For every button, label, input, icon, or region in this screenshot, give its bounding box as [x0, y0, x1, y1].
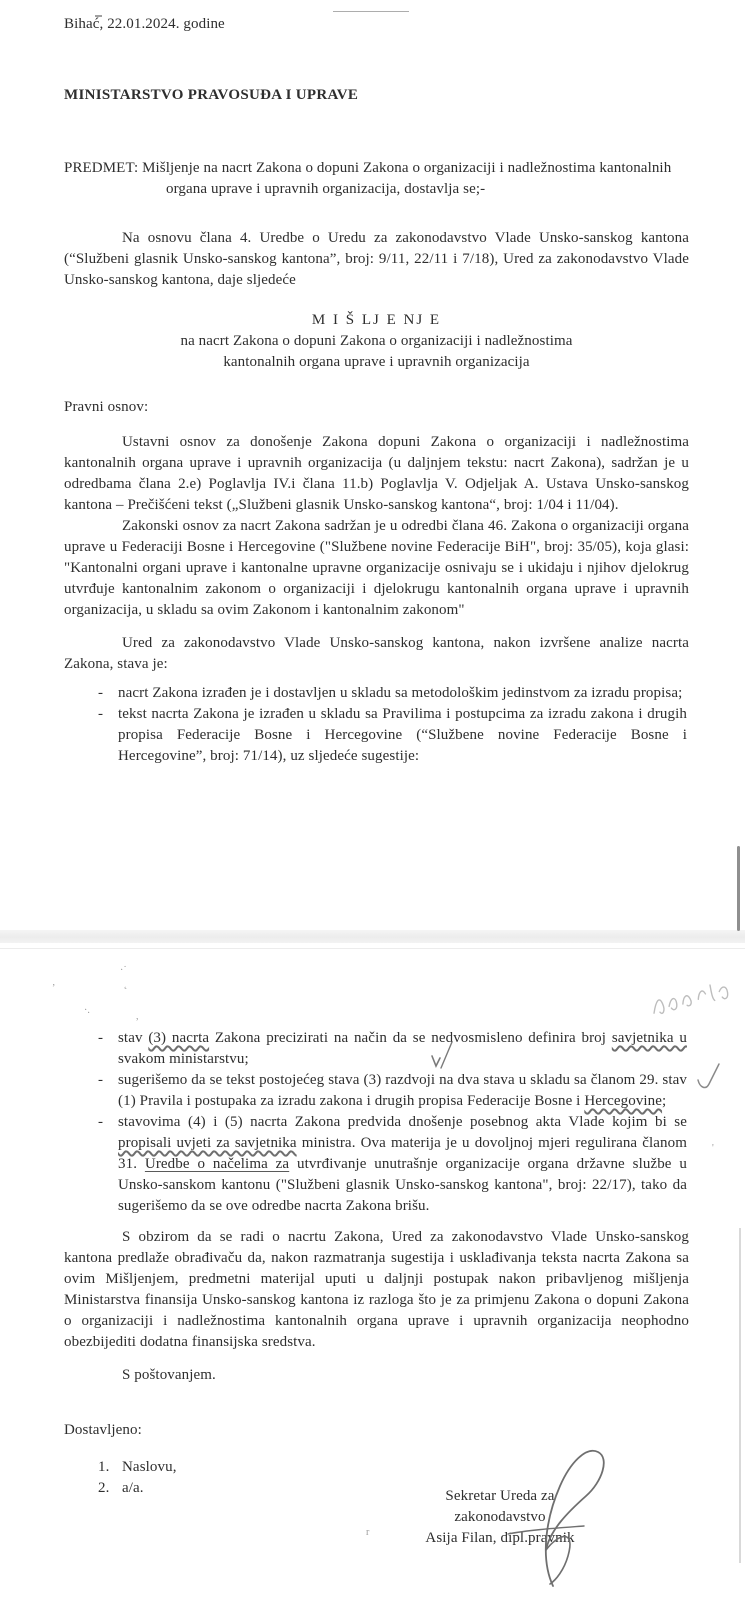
- intro-paragraph: Na osnovu člana 4. Uredbe o Uredu za zakonodavstvo Vlade Unsko-sanskog kantona (“Službeni glasnik Unsko-sanskog kantona”, broj: 9/11, 22/11 i 7/18), Ured za zakonodavstvo Vlade Unsko-sanskog kantona, daje sljedeće: [64, 230, 689, 288]
- scan-speck: ˛: [124, 979, 128, 990]
- opinion-title: M I Š LJ E NJ E: [311, 312, 442, 328]
- opinion-subtitle-line2: kantonalnih organa uprave i upravnih organizacija: [223, 354, 530, 370]
- scan-speck: ‚: [52, 977, 56, 988]
- scan-speck: ·.: [84, 1005, 91, 1016]
- subject-label: PREDMET:: [64, 160, 139, 176]
- scan-speck: ·˙: [120, 965, 127, 976]
- salutation: S poštovanjem.: [122, 1367, 216, 1383]
- statutory-basis-paragraph: Zakonski osnov za nacrt Zakona sadržan je u odredbi člana 46. Zakona o organizaciji organa uprave u Federaciji Bosne i Hercegovine ("Službene novine Federacije BiH", broj: 35/05), koja glasi: "Kantonalni organi uprave i kantonalne upravne organizacije osnivaju se i ukidaju i njihov djelokrug utvrđuje kantonalnim zakonom o organizaciji i djelokrugu kantonalnih organa uprave i upravnih organizacija, u skladu sa ovim Zakonom i kantonalnim zakonom": [64, 518, 689, 618]
- bullet-list-page1: [64, 683, 689, 767]
- list-item: - stavovima (4) i (5) nacrta Zakona predvida dnošenje posebnog akta Vlade kojim bi se propisali uvjeti za savjetnika ministra. Ova materija je u dovoljnoj mjeri regulirana članom 31. Uredbe o načelima za utvrđivanje unutrašnje organizacije organa državne službe u Unsko-sanskom kantonu ("Službeni glasnik Unsko-sanskog kantona", broj: 22/17), tako da sugerišemo da se ove odredbe nacrta Zakona brišu.: [64, 1112, 689, 1217]
- scan-speck: ': [712, 1143, 714, 1154]
- list-number: 2.: [98, 1480, 110, 1496]
- scan-edge-line: [737, 846, 740, 931]
- list-item: - tekst nacrta Zakona je izrađen u skladu sa Pravilima i postupcima za izradu zakona i drugih propisa Federacije Bosne i Hercegovine (“Službene novine Federacije Bosne i Hercegovine”, broj: 71/14), uz sljedeće sugestije:: [64, 704, 689, 767]
- bullet-list-page2: [64, 1028, 689, 1217]
- list-item: - nacrt Zakona izrađen je i dostavljen u skladu sa metodološkim jedinstvom za izradu propisa;: [64, 683, 689, 704]
- list-item: 1. Naslovu,: [64, 1457, 689, 1478]
- signatory-title-line2: zakonodavstvo: [454, 1509, 546, 1525]
- list-item: - sugerišemo da se tekst postojećeg stava (3) razdvoji na dva stava u skladu sa članom 29. stav (1) Pravila i postupaka za izradu zakona i drugih propisa Federacije Bosne i Hercegovine;: [64, 1070, 689, 1112]
- pencil-underlined-text: propisali uvjeti za savjetnika: [118, 1135, 297, 1151]
- list-number: 1.: [98, 1459, 110, 1475]
- page-break: [0, 930, 745, 943]
- scan-speck: r: [366, 1527, 370, 1538]
- subject-line: [64, 158, 689, 200]
- list-item: - stav (3) nacrta Zakona precizirati na način da se nedvosmisleno definira broj savjetnika u svakom ministarstvu;: [64, 1028, 689, 1070]
- constitutional-basis-paragraph: Ustavni osnov za donošenje Zakona dopuni Zakona o organizaciji i nadležnostima kantonalnih organa uprave i upravnih organizacija (u daljnjem tekstu: nacrt Zakona), sadržan je u odredbama člana 2.e) Poglavlja IV.i člana 11.b) Poglavlja V. Odjeljak A. Ustava Unsko-sanskog kantona – Prečišćeni tekst („Službeni glasnik Unsko-sanskog kantona“, broj: 1/04 i 11/04).: [64, 434, 689, 513]
- pencil-underlined-text: (3) nacrta: [148, 1030, 210, 1046]
- scan-edge-line: [739, 1228, 741, 1563]
- signatory-name: Asija Filan, dipl.pravnik: [425, 1530, 575, 1546]
- scan-speck: [95, 15, 102, 17]
- ministry-title: MINISTARSTVO PRAVOSUĐA I UPRAVE: [64, 87, 359, 103]
- subject-text: Mišljenje na nacrt Zakona o dopuni Zakona o organizaciji i nadležnostima kantonalnih organa uprave i upravnih organizacija, dostavlja se;-: [138, 160, 672, 197]
- pencil-underlined-text: savjetnika u: [611, 1030, 687, 1046]
- closing-paragraph: S obzirom da se radi o nacrtu Zakona, Ured za zakonodavstvo Vlade Unsko-sanskog kantona predlaže obrađivaču da, nakon razmatranja sugestija i usklađivanja teksta nacrta Zakona sa ovim Mišljenjem, predmetni materijal uputi u daljnji postupak nakon pribavljenog mišljenja Ministarstva finansija Unsko-sanskog kantona iz razloga što je za primjenu Zakona o dopuni Zakona o organizaciji i nadležnostima kantonalnih organa uprave i upravnih organizacija neophodno obezbijediti dodatna finansijska sredstva.: [64, 1229, 689, 1350]
- scan-speck: ,: [136, 1011, 139, 1022]
- legal-basis-heading: Pravni osnov:: [64, 399, 149, 415]
- opinion-subtitle-line1: na nacrt Zakona o dopuni Zakona o organizaciji i nadležnostima: [180, 333, 573, 349]
- underlined-text: Uredbe o načelima za: [144, 1156, 290, 1172]
- handwritten-checkmark-icon: [428, 1040, 454, 1070]
- bullet-dash: -: [98, 1114, 104, 1130]
- bullet-dash: -: [98, 1072, 104, 1088]
- pencil-underlined-text: Hercegovine: [584, 1093, 663, 1109]
- signatory-title-line1: Sekretar Ureda za: [445, 1488, 555, 1504]
- analysis-intro-paragraph: Ured za zakonodavstvo Vlade Unsko-sanskog kantona, nakon izvršene analize nacrta Zakona, stava je:: [64, 635, 689, 672]
- list-item: 2. a/a.: [64, 1478, 689, 1499]
- scan-overline-artifact: [333, 11, 409, 12]
- handwritten-checkmark-icon: [696, 1060, 722, 1094]
- bullet-dash: -: [98, 1030, 104, 1046]
- bullet-dash: -: [98, 706, 104, 722]
- bullet-dash: -: [98, 685, 104, 701]
- handwritten-signature-scribble: [498, 1438, 628, 1588]
- date-line: Bihać, 22.01.2024. godine: [64, 16, 225, 32]
- delivered-heading: Dostavljeno:: [64, 1422, 142, 1438]
